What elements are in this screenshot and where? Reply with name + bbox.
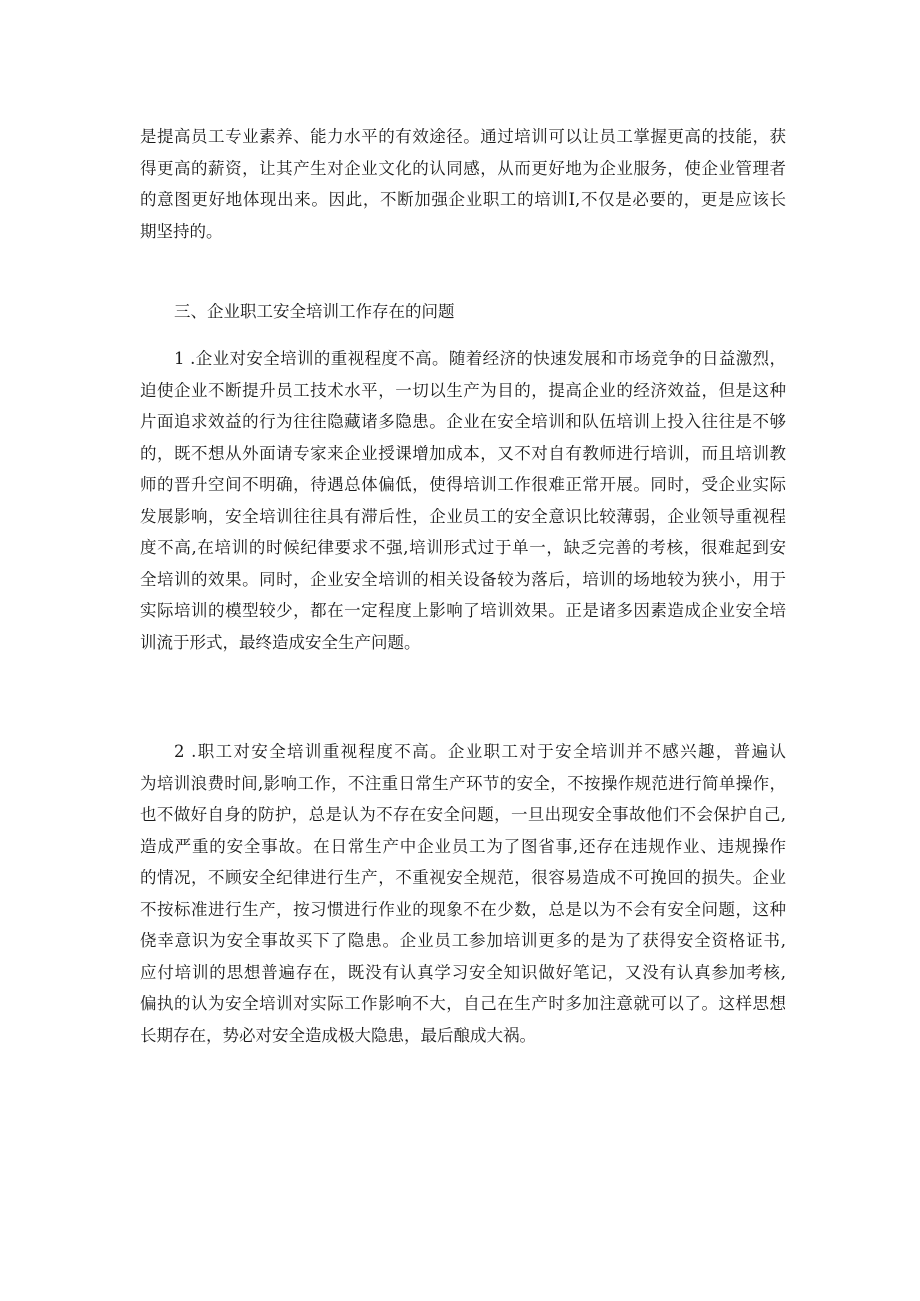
paragraph-line: 造成严重的安全事故。在日常生产中企业员工为了图省事,还存在违规作业、违规操作 [140,836,786,856]
paragraph-line: 是提高员工专业素养、能力水平的有效途径。通过培训可以让员工掌握更高的技能，获 [140,127,786,146]
paragraph-2 [140,736,786,1051]
paragraph-line: 训流于形式，最终造成安全生产问题。 [140,632,421,652]
paragraph-line: 发展影响，安全培训往往具有滞后性，企业员工的安全意识比较薄弱，企业领导重视程 [140,506,786,526]
paragraph-1 [140,343,786,658]
paragraph-line: 的情况，不顾安全纪律进行生产，不重视安全规范，很容易造成不可挽回的损失。企业 [140,868,786,887]
paragraph-line: 的，既不想从外面请专家来企业授课增加成本，又不对自有教师进行培训，而且培训教 [140,443,786,463]
paragraph-line: 2 .职工对安全培训重视程度不高。企业职工对于安全培训并不感兴趣，普遍认 [174,742,786,761]
paragraph-line: 度不高,在培训的时候纪律要求不强,培训形式过于单一，缺乏完善的考核，很难起到安 [140,538,786,557]
paragraph-line: 期坚持的。 [140,221,223,241]
paragraph-line: 片面追求效益的行为往往隐藏诸多隐患。企业在安全培训和队伍培训上投入往往是不够 [140,412,786,431]
intro-paragraph [140,121,786,247]
paragraph-line: 1 .企业对安全培训的重视程度不高。随着经济的快速发展和市场竞争的日益激烈， [174,349,786,368]
paragraph-line: 应付培训的思想普遍存在，既没有认真学习安全知识做好笔记，又没有认真参加考核, [140,962,786,982]
section-heading-text: 三、企业职工安全培训工作存在的问题 [174,302,455,321]
paragraph-line: 偏执的认为安全培训对实际工作影响不大，自己在生产时多加注意就可以了。这样思想 [140,994,786,1013]
paragraph-line: 师的晋升空间不明确，待遇总体偏低，使得培训工作很难正常开展。同时，受企业实际 [140,475,786,494]
paragraph-line: 实际培训的模型较少，都在一定程度上影响了培训效果。正是诸多因素造成企业安全培 [140,601,786,620]
paragraph-line: 迫使企业不断提升员工技术水平，一切以生产为目的，提高企业的经济效益，但是这种 [140,380,786,400]
paragraph-line: 得更高的薪资，让其产生对企业文化的认同感，从而更好地为企业服务，使企业管理者 [140,158,786,178]
paragraph-line: 为培训浪费时间,影响工作，不注重日常生产环节的安全，不按操作规范进行简单操作， [140,773,786,793]
paragraph-line: 长期存在，势必对安全造成极大隐患，最后酿成大祸。 [140,1025,536,1045]
paragraph-line: 侥幸意识为安全事故买下了隐患。企业员工参加培训更多的是为了获得安全资格证书, [140,931,786,950]
paragraph-line: 也不做好自身的防护，总是认为不存在安全问题，一旦出现安全事故他们不会保护自己, [140,805,786,824]
paragraph-line: 全培训的效果。同时，企业安全培训的相关设备较为落后，培训的场地较为狭小，用于 [140,569,786,589]
paragraph-line: 的意图更好地体现出来。因此，不断加强企业职工的培训I,不仅是必要的，更是应该长 [140,190,786,209]
section-heading [140,296,786,328]
paragraph-line: 不按标准进行生产，按习惯进行作业的现象不在少数，总是以为不会有安全问题，这种 [140,899,786,919]
